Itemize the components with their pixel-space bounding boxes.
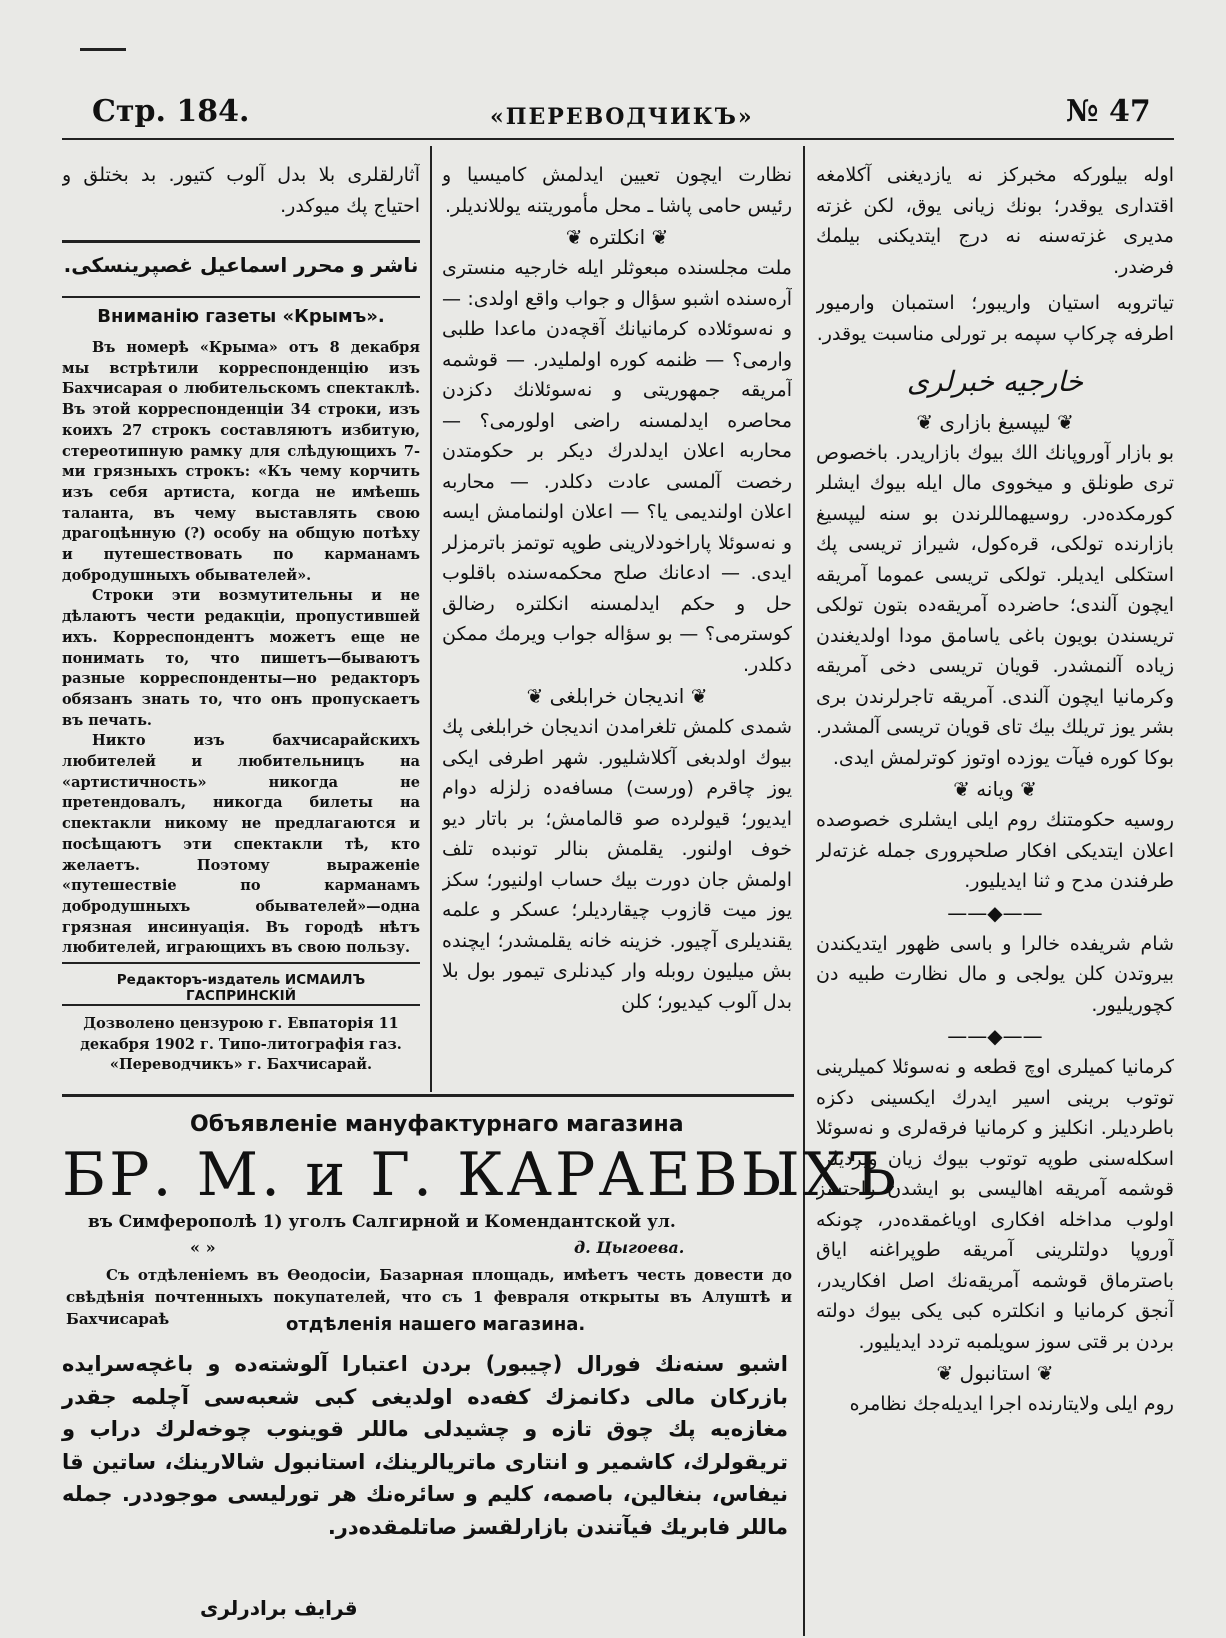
corner-mark: [80, 48, 126, 51]
column-divider-left: [430, 146, 432, 1092]
divider-ornament-1: ——◆——: [947, 900, 1043, 925]
divider-ornament-2: ——◆——: [947, 1024, 1043, 1048]
ad-signature: قرايف برادرلرى: [200, 1596, 358, 1620]
section-title: خارجيه خبرلرى: [906, 365, 1084, 398]
editor-line: Редакторъ-издатель ИСМАИЛЪ ГАСПРИНСКІЙ: [116, 972, 366, 1004]
ad-location-quotes: « »: [190, 1238, 216, 1257]
left-top-text: آثارلقلرى بلا بدل آلوب كتيور. بد بختلق و احتياج پك ميوكدر.: [62, 164, 420, 217]
ad-top-rule: [62, 1094, 794, 1097]
page-label: Стр. 184.: [92, 94, 250, 129]
left-rule-3: [62, 962, 420, 964]
left-rule-1: [62, 240, 420, 243]
header-rule: [62, 138, 1174, 140]
ad-location-1: въ Симферополѣ 1) уголъ Салгирной и Комендантской ул.: [88, 1212, 676, 1232]
ad-arabic-text: اشبو سنه‌نك فورال (چيبور) بردن اعتبارا آلوشته‌ده و باغچه‌سرايده بازركان مالى دكانمزك كفه‌ده اولديغى كبى شعبه‌سى آچلمه جقدر مغازه‌يه پك چوق تازه و چشيدلى ماللر قوينوب چوخه‌لرك دراب و تريقولرك، كاشمير و انتارى ماتريالرينك، استانبول شالارينك، ساتين قا نيفاس، بنغالين، باصمه، كليم و سائره‌نك هر تورليسى موجوددر. جمله ماللر فابريك فيآتندن بازارلقسز صاتلمقده‌در.: [62, 1352, 788, 1539]
ad-branch-text: Съ отдѣленіемъ въ Ѳеодосіи, Базарная площадь, имѣетъ честь довести до свѣдѣнія почтенныхъ покупателей, что съ 1 февраля открыты въ Алуштѣ и Бахчисараѣ: [66, 1266, 792, 1328]
column-divider-right: [803, 146, 805, 1636]
middle-column: نظارت ايچون تعيين ايدلمش كاميسيا و رئيس حامى پاشا ـ محل مأموريتنه يوللانديلر. ❦ انكلتره ❦ ملت مجلسنده مبعوثلر ايله خارجيه منسترى آره‌سنده اشبو سؤال و جواب واقع اولدى: — و نه‌سوئلاده كرمانيانك آقچه‌دن ماعدا طلبى وارمى؟ — ظنمه كوره اولمليدر. — قوشمه آمريقه جمهوريتى و نه‌سوئلانك دكزدن محاصره ايدلمسنه راضى اولورمى؟ — محاربه اعلان ايدلدرك ديكر بر حكومتدن رخصت آلمسى عادت دكلدر. — محاربه اعلان اولنديمى يا؟ — اعلان اولنمامش ايسه و نه‌سوئلا پاراخودلارينى طوپه توتمز باترمزلر ايدى. — ادعانك صلح محكمه‌سنده باقلوب حل و حكم ايدلمسنه انكلتره رضالق كوسترمى؟ — بو سؤاله جواب ويرمك ممكن دكلدر. ❦ انديجان خرابلغى ❦ شمدى كلمش تلغرامدن انديجان خرابلغى پك بيوك اولدبغى آكلاشليور. شهر اطرفى ايكى يوز چاقرم (ورست) مسافه‌ده زلزله دوام ايديور؛ قيولرده صو قالمامش؛ بر باتار ديو خوف اولنور. يقلمش بنالر تونبده تلف اولمش جان دورت بيك حساب اولنيور؛ سكز يوز ميت قازوب چيقارديلر؛ عسكر و علمه يقنديلرى آچيور. خزينه خانه يقلمشدر؛ ايچنده بش ميليون روبله وار كيدنلرى تيمور بول بلا بدل آلوب كيديور؛ كلن: [442, 164, 792, 1013]
left-rule-2: [62, 296, 420, 298]
issue-number: № 47: [1066, 94, 1151, 129]
heading-england: ❦ انكلتره ❦: [565, 225, 669, 249]
right-column: اوله بيلوركه مخبركز نه يازديغنى آكلامغه اقتدارى يوقدر؛ بونك زيانى يوق، لكن غزته مديرى غزته‌سنه نه درج ايتديكنى بيلمك فرضدر. تياتروبه استيان واريبور؛ استمبان وارميور اطرفه چركاپ سپمه بر تورلى مناسبت يوقدر. خارجيه خبرلرى ❦ ليپسيغ بازارى ❦ بو بازار آوروپانك الك بيوك بازاريدر. باخصوص ترى طونلق و ميخووى مال ايله بيوك ايشلر كورمكده‌در. روسيهماللرندن بو سنه ليپسيغ بازارنده تولكى، قره‌كول، شيراز تريسى پك استكلى ايديلر. تولكى تريسى عموما آمريقه ايچون آلندى؛ حاضرده آمريقه‌ده بتون تولكى تريسندن بويون باغى ياسامق مودا اولديغندن زياده آلنمشدر. قويان تريسى دخى آمريقه وكرمانيا ايچون آلندى. آمريقه تاجرلرندن برى بشر يوز تريلك بيك تاى قويان تريسى آلمشدر. بوكا كوره فيآت يوزده اوتوز كوترلمش ايدى. ❦ ويانه ❦ روسيه حكومتنك روم ايلى ايشلرى خصوصده اعلان ايتديكى افكار صلحپرورى جمله غزته‌لر طرفندن مدح و ثنا ايديليور. ——◆—— شام شريفده خالرا و باسى ظهور ايتديكندن بيروتدن كلن يولجى و مال نظارت طبيه دن كچوريليور. ——◆—— كرمانيا كميلرى اوچ قطعه و نه‌سوئلا كميلرينى توتوب برينى اسير ايدرك ايكسينى دكزه باطرديلر. انكليز و كرمانيا فرقه‌لرى و نه‌سوئلا اسكله‌سنى طوپه توتوب بيوك زيان ويرديلر. قوشمه آمريقه اهاليسى بو ايشدن راحتسز اولوب مداخله افكارى اوياغمقده‌در، چونكه آوروپا دولتلرينى آمريقه طوپراغنه اياق باصترماق قوشمه آمريقه‌نك اصل افكاريدر، آنجق كرمانيا و انكلتره كبى يكى بيوك دولته بردن بر قتى سوز سويلمبه تردد ايديليور. ❦ استانبول ❦ روم ايلى ولايتارنده اجرا ايديله‌جك نظامره: [816, 164, 1174, 1415]
heading-leipzig: ❦ ليپسيغ بازارى ❦: [916, 409, 1074, 434]
ad-branch-bold: отдѣленія нашего магазина.: [286, 1314, 586, 1335]
ad-location-2: д. Цыгоева.: [574, 1238, 685, 1257]
newspaper-title: «ПЕРЕВОДЧИКЪ»: [490, 104, 754, 130]
notice-title: Вниманію газеты «Крымъ».: [97, 306, 385, 327]
ad-title: Объявленіе мануфактурнаго магазина: [190, 1112, 684, 1137]
heading-andijan: ❦ انديجان خرابلغى ❦: [526, 684, 708, 708]
heading-vienna: ❦ ويانه ❦: [953, 777, 1037, 801]
heading-istanbul: ❦ استانبول ❦: [936, 1361, 1054, 1385]
publisher-line: ناشر و محرر اسماعيل غصپرينسكى.: [63, 253, 419, 277]
ad-shop-name: БР. М. и Г. КАРАЕВЫХЪ: [62, 1140, 900, 1210]
censor-line: Дозволено цензурою г. Евпаторія 11 декабря 1902 г. Типо-литографія газ. «Переводчикъ» г. Бахчисарай.: [80, 1015, 402, 1074]
notice-body: Въ номерѣ «Крыма» отъ 8 декабря мы встрѣтили корреспонденцію изъ Бахчисарая о любительскомъ спектаклѣ. Въ этой корреспонденціи 34 строки, изъ коихъ 27 строкъ составляютъ избитую, стереотипную рамку для слѣдующихъ 7-ми грязныхъ строкъ: «Къ чему корчить изъ себя артиста, когда не имѣешь таланта, въ чему выставлять свою драгоцѣнную (?) особу на общую потѣху и путешествовать по карманамъ добродушныхъ обывателей». Строки эти возмутительны и не дѣлаютъ чести редакціи, пропустившей ихъ. Корреспондентъ можетъ еще не понимать то, что пишетъ—бываютъ разные корреспонденты—но редакторъ обязанъ знать то, что онъ пропускаетъ въ печать. Никто изъ бахчисарайскихъ любителей и любительницъ на «артистичность» никогда не претендовалъ, никогда билеты на спектакли никому не предлагаются и посѣщаютъ эти спектакли тѣ, кто желаетъ. Поэтому выраженіе «путешествіе по карманамъ добродушныхъ обывателей»—одна грязная инсинуація. Въ городѣ нѣтъ любителей, играющихъ въ свою пользу.: [62, 339, 420, 957]
left-rule-4: [62, 1004, 420, 1006]
